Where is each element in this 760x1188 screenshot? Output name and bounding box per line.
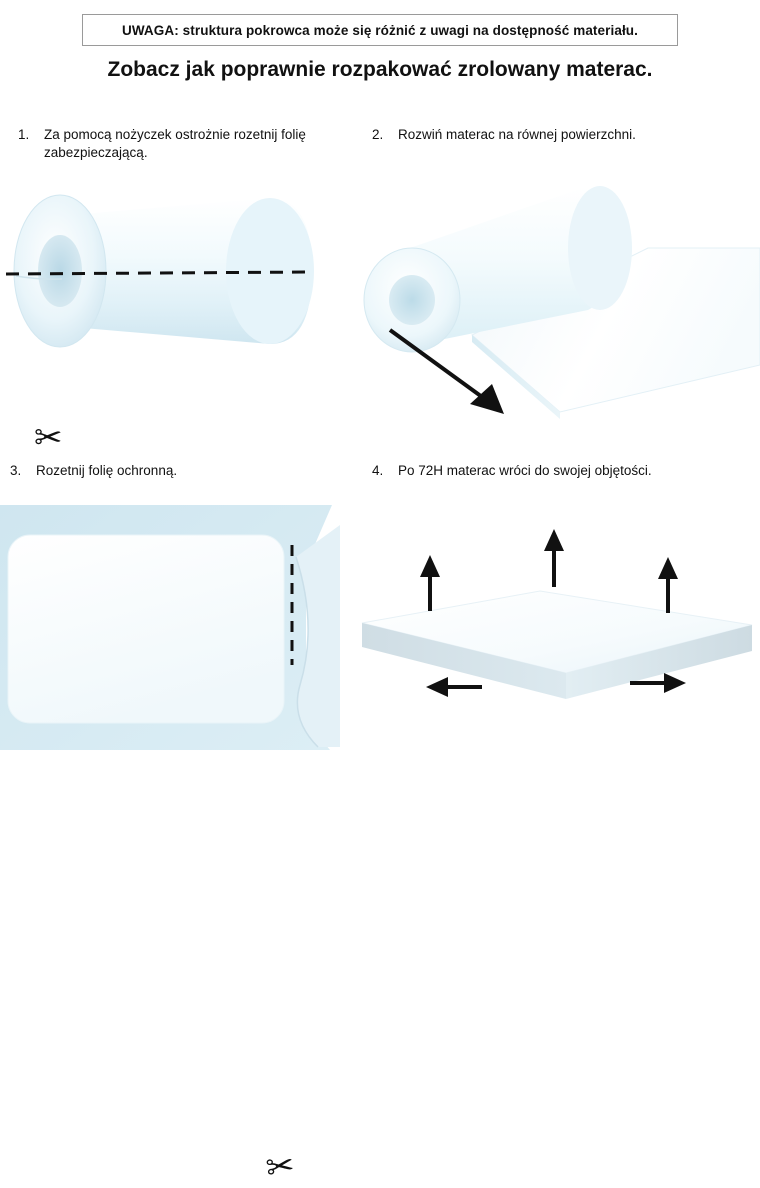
step-2-heading [372, 126, 732, 144]
illustration-step-2 [352, 160, 760, 430]
mattress-flat [8, 535, 284, 723]
roll-core-hole-2 [389, 275, 435, 325]
step-1-heading [18, 126, 338, 162]
step-3-label: Rozetnij folię ochronną. [36, 463, 178, 478]
illustration-step-4 [352, 505, 760, 760]
roll-right-end-2 [568, 186, 632, 310]
illustration-step-1 [0, 176, 340, 457]
step-4-heading [372, 462, 742, 480]
step-2-label: Rozwiń materac na równej powierzchni. [398, 127, 636, 142]
page-title: Zobacz jak poprawnie rozpakować zrolowany materac. [107, 58, 653, 81]
roll-core-hole [38, 235, 82, 307]
expand-arrow-up-center [544, 529, 564, 587]
scissors-icon: ✂ [34, 419, 63, 457]
step-2-number: 2. [372, 127, 384, 142]
step-3-heading [10, 462, 340, 480]
step-1-label: Za pomocą nożyczek ostrożnie rozetnij folię zabezpieczającą. [44, 127, 306, 161]
expand-arrow-left [426, 677, 482, 697]
notice-banner [82, 14, 678, 46]
step-3-number: 3. [10, 463, 22, 478]
step-4-number: 4. [372, 463, 384, 478]
illustration-step-3 [0, 505, 340, 1188]
step-1-number: 1. [18, 127, 30, 142]
expand-arrow-up-right [658, 557, 678, 613]
step-4-label: Po 72H materac wróci do swojej objętości. [398, 463, 652, 478]
notice-text: UWAGA: struktura pokrowca może się różnić z uwagi na dostępność materiału. [121, 22, 638, 38]
expand-arrow-up-left [420, 555, 440, 611]
scissors-icon: ✂ [263, 1146, 298, 1188]
